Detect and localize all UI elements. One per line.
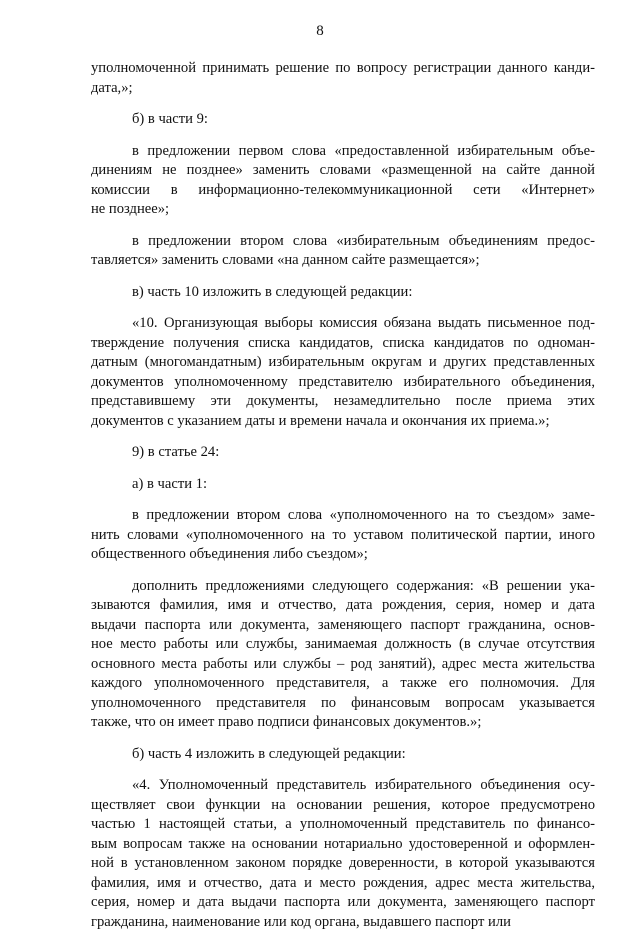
text-line: «4. Уполномоченный представитель избирательного объединения осу- <box>91 776 595 796</box>
text-line: комиссии в информационно-телекоммуникационной сети «Интернет» <box>91 181 595 201</box>
paragraph <box>91 232 595 271</box>
text-line: 9) в статье 24: <box>91 443 595 463</box>
text-line: тверждение получения списка кандидатов, списка кандидатов по одноман- <box>91 334 595 354</box>
text-line: б) в части 9: <box>91 110 595 130</box>
text-line: фамилия, имя и отчество, дата и место рождения, адрес места жительства, <box>91 874 595 894</box>
text-line: динениям не позднее» заменить словами «размещенной на сайте данной <box>91 161 595 181</box>
text-line: уполномоченной принимать решение по вопросу регистрации данного канди- <box>91 59 595 79</box>
text-line: «10. Организующая выборы комиссия обязана выдать письменное под- <box>91 314 595 334</box>
text-line: б) часть 4 изложить в следующей редакции: <box>91 745 595 765</box>
text-line: зываются фамилия, имя и отчество, дата рождения, серия, номер и дата <box>91 596 595 616</box>
text-line: выдачи паспорта или документа, заменяющего паспорт гражданина, основ- <box>91 616 595 636</box>
text-line: документов с указанием даты и времени начала и окончания их приема.»; <box>91 412 595 432</box>
text-line: вым вопросам также на основании нотариально удостоверенной и оформлен- <box>91 835 595 855</box>
text-line: ной в установленном законом порядке доверенности, в которой указываются <box>91 854 595 874</box>
text-line: нить словами «уполномоченного на то уставом политической партии, иного <box>91 526 595 546</box>
text-line: в) часть 10 изложить в следующей редакции: <box>91 283 595 303</box>
text-line: в предложении втором слова «избирательным объединениям предос- <box>91 232 595 252</box>
text-line: серия, номер и дата выдачи паспорта или документа, заменяющего паспорт <box>91 893 595 913</box>
paragraph <box>91 283 595 303</box>
text-line: каждого уполномоченного представителя, а также его полномочия. Для <box>91 674 595 694</box>
text-line: в предложении первом слова «предоставленной избирательным объе- <box>91 142 595 162</box>
paragraph <box>91 506 595 565</box>
text-line: в предложении втором слова «уполномоченного на то съездом» заме- <box>91 506 595 526</box>
text-line: частью 1 настоящей статьи, а уполномоченный представитель по финансо- <box>91 815 595 835</box>
text-line: также, что он имеет право подписи финансовых документов.»; <box>91 713 595 733</box>
text-line: гражданина, наименование или код органа, выдавшего паспорт или <box>91 913 595 932</box>
document-body <box>91 59 595 932</box>
paragraph <box>91 59 595 98</box>
paragraph <box>91 314 595 431</box>
text-line: ществляет свои функции на основании решения, которое предусмотрено <box>91 796 595 816</box>
paragraph <box>91 577 595 733</box>
text-line: основного места работы или службы – род занятий), адрес места жительства <box>91 655 595 675</box>
text-line: общественного объединения либо съездом»; <box>91 545 595 565</box>
text-line: а) в части 1: <box>91 475 595 495</box>
page-number: 8 <box>0 22 640 40</box>
paragraph <box>91 475 595 495</box>
text-line: представившему эти документы, незамедлительно после приема этих <box>91 392 595 412</box>
text-line: датным (многомандатным) избирательным округам и других представленных <box>91 353 595 373</box>
paragraph <box>91 110 595 130</box>
paragraph <box>91 142 595 220</box>
text-line: тавляется» заменить словами «на данном сайте размещается»; <box>91 251 595 271</box>
text-line: дата,»; <box>91 79 595 99</box>
text-line: документов уполномоченному представителю избирательного объединения, <box>91 373 595 393</box>
text-line: дополнить предложениями следующего содержания: «В решении ука- <box>91 577 595 597</box>
paragraph <box>91 745 595 765</box>
text-line: не позднее»; <box>91 200 595 220</box>
text-line: уполномоченного представителя по финансовым вопросам указывается <box>91 694 595 714</box>
text-line: ное место работы или службы, занимаемая должность (в случае отсутствия <box>91 635 595 655</box>
paragraph <box>91 776 595 932</box>
paragraph <box>91 443 595 463</box>
